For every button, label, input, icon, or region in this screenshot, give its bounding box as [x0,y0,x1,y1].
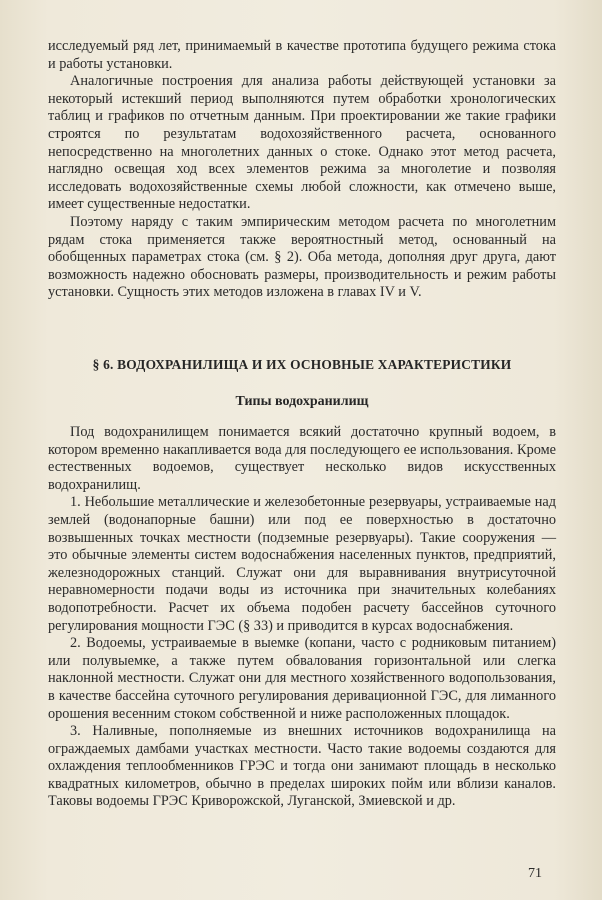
paragraph-analog-constructions: Аналогичные построения для анализа работы действующей установки за некоторый истекший период выполняются путем обработки хронологических таблиц и графиков по отчетным данным. При проектировании же такие графики строятся по результатам водохозяйственного расчета, основанного непосредственно на многолетних данных о стоке. Однако этот метод расчета, наглядно освещая ход всех элементов режима за многолетие и позволяя исследовать водохозяйственные схемы любой сложности, как отмечено выше, имеет существенные недостатки. [48,73,556,213]
paragraph-probabilistic-method: Поэтому наряду с таким эмпирическим методом расчета по многолетним рядам стока применяется также вероятностный метод, основанный на обобщенных параметрах стока (см. § 2). Оба метода, дополняя друг друга, дают возможность надежно обосновать размеры, производительность и режим работы установки. Сущность этих методов изложена в главах IV и V. [48,213,556,301]
paragraph-type-3: 3. Наливные, пополняемые из внешних источников водохранилища на ограждаемых дамбами участках местности. Часто такие водоемы создаются для охлаждения теплообменников ГРЭС и тогда они занимают площадь в несколько квадратных километров, обычно в пределах широких пойм или вблизи каналов. Таковы водоемы ГРЭС Криворожской, Луганской, Змиевской и др. [48,723,556,810]
paragraph-type-1: 1. Небольшие металлические и железобетонные резервуары, устраиваемые над землей (водонапорные башни) или под ее поверхностью в достаточно возвышенных точках местности (подземные резервуары). Такие сооружения — это обычные элементы систем водоснабжения населенных пунктов, предприятий, железнодорожных станций. Служат они для выравнивания внутрисуточной неравномерности подачи воды из источника при значительных колебаниях водопотребности. Расчет их объема подобен расчету бассейнов суточного регулирования мощности ГЭС (§ 33) и приводится в курсах водоснабжения. [48,494,556,634]
page-number: 71 [528,866,542,881]
subsection-heading: Типы водохранилищ [235,394,369,409]
paragraph-continuation: исследуемый ряд лет, принимаемый в качестве прототипа будущего режима стока и работы установки. [48,38,556,72]
section-heading: § 6. ВОДОХРАНИЛИЩА И ИХ ОСНОВНЫЕ ХАРАКТЕРИСТИКИ [92,357,512,372]
text-block-intro [48,38,556,302]
text-block-reservoir-types [48,424,556,811]
paragraph-type-2: 2. Водоемы, устраиваемые в выемке (копани, часто с родниковым питанием) или полувыемке, а также путем обвалования горизонтальной или слегка наклонной местности. Служат они для местного хозяйственного водопользования, в качестве бассейна суточного регулирования деривационной ГЭС, для лиманного орошения весенним стоком собственной и ниже расположенных площадок. [48,635,556,722]
paragraph-reservoir-definition: Под водохранилищем понимается всякий достаточно крупный водоем, в котором временно накапливается вода для последующего ее использования. Кроме естественных водоемов, существует несколько видов искусственных водохранилищ. [48,424,556,493]
